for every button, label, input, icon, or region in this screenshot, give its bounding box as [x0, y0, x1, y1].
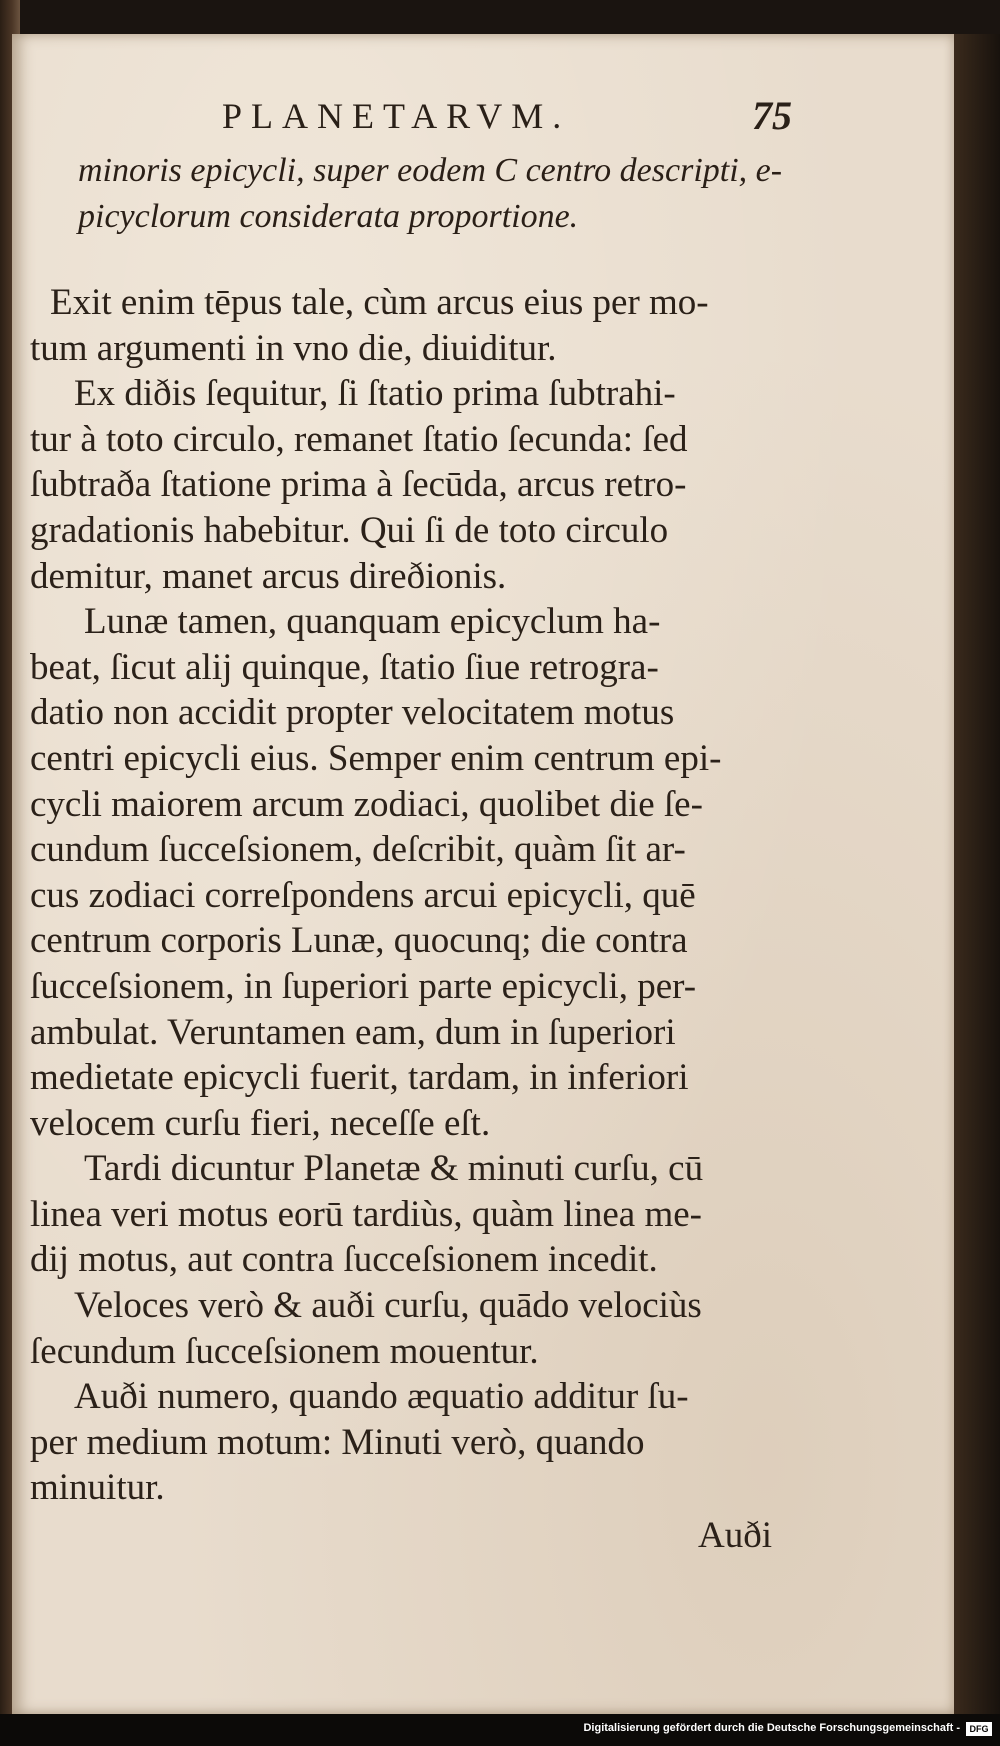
- body-line: minuitur.: [30, 1467, 165, 1509]
- italic-line: picyclorum considerata proportione.: [78, 198, 579, 235]
- body-line: Exit enim tēpus tale, cùm arcus eius per mo-: [50, 282, 709, 323]
- body-line: Ex diðis ſequitur, ſi ſtatio prima ſubtrahi-: [74, 373, 676, 415]
- body-line: linea veri motus eorū tardiùs, quàm linea me-: [30, 1193, 702, 1235]
- body-line: centri epicycli eius. Semper enim centrum epi-: [30, 737, 722, 779]
- dfg-logo-icon: DFG: [966, 1722, 992, 1736]
- body-line: beat, ſicut alij quinque, ſtatio ſiue retrogra-: [30, 646, 659, 688]
- body-line: Lunæ tamen, quanquam epicyclum ha-: [84, 601, 661, 643]
- body-line: Auði numero, quando æquatio additur ſu-: [74, 1376, 689, 1418]
- funding-credit: Digitalisierung gefördert durch die Deutsche Forschungsgemeinschaft -: [583, 1722, 960, 1734]
- body-line: centrum corporis Lunæ, quocunq; die contra: [30, 920, 688, 962]
- running-header: PLANETARVM.: [222, 96, 571, 136]
- body-line: tur à toto circulo, remanet ſtatio ſecunda: ſed: [30, 418, 688, 460]
- body-line: Tardi dicuntur Planetæ & minuti curſu, cū: [84, 1148, 704, 1190]
- body-line: cycli maiorem arcum zodiaci, quolibet die ſe-: [30, 783, 703, 825]
- body-line: ſecundum ſucceſsionem mouentur.: [30, 1330, 539, 1372]
- body-line: datio non accidit propter velocitatem motus: [30, 692, 675, 734]
- body-line: per medium motum: Minuti verò, quando: [30, 1421, 645, 1463]
- body-line: tum argumenti in vno die, diuiditur.: [30, 327, 557, 369]
- body-line: medietate epicycli fuerit, tardam, in inferiori: [30, 1057, 689, 1099]
- body-line: ambulat. Veruntamen eam, dum in ſuperiori: [30, 1011, 676, 1053]
- italic-line: minoris epicycli, super eodem C centro descripti, e-: [78, 152, 783, 189]
- body-line: Veloces verò & auði curſu, quādo velociùs: [74, 1285, 702, 1327]
- body-line: ſubtraða ſtatione prima à ſecūda, arcus retro-: [30, 464, 687, 506]
- page-edge-shadow: [954, 34, 1000, 1714]
- body-line: cus zodiaci correſpondens arcui epicycli, quē: [30, 874, 696, 916]
- body-line: dij motus, aut contra ſucceſsionem incedit.: [30, 1239, 658, 1281]
- body-line: gradationis habebitur. Qui ſi de toto circulo: [30, 509, 669, 551]
- catchword: Auði: [698, 1515, 772, 1556]
- body-text-block: [30, 280, 800, 1511]
- italic-heading-block: [78, 148, 798, 240]
- body-line: cundum ſucceſsionem, deſcribit, quàm ſit ar-: [30, 829, 686, 871]
- body-line: ſucceſsionem, in ſuperiori parte epicycli, per-: [30, 965, 697, 1007]
- body-line: velocem curſu fieri, neceſſe eſt.: [30, 1102, 491, 1144]
- body-line: demitur, manet arcus direðionis.: [30, 555, 507, 597]
- page-number: 75: [752, 93, 792, 138]
